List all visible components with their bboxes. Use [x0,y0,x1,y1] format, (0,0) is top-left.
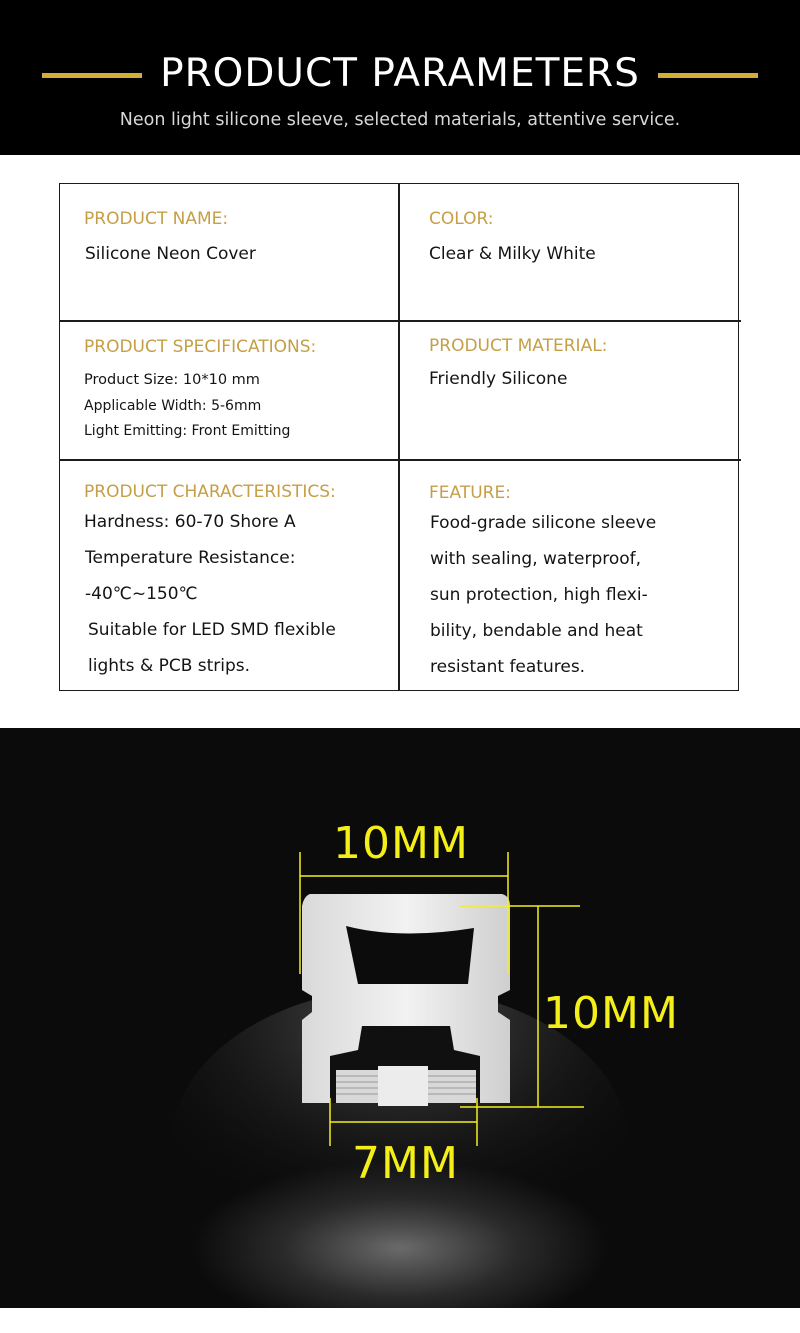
inner-width-dimension-label: 7MM [352,1138,459,1189]
page-title: PRODUCT PARAMETERS [160,51,640,96]
product-name-label: PRODUCT NAME: [84,209,229,229]
product-name-value: Silicone Neon Cover [85,244,256,264]
feature-line-5: resistant features. [430,657,586,677]
spec-line-size: Product Size: 10*10 mm [84,372,260,388]
char-line-3: -40℃~150℃ [85,584,198,604]
color-label: COLOR: [429,209,494,229]
silicone-profile-illustration [0,728,800,1308]
feature-label: FEATURE: [429,483,511,503]
height-dimension-label: 10MM [543,988,679,1039]
feature-line-4: bility, bendable and heat [430,621,643,641]
spec-line-emitting: Light Emitting: Front Emitting [84,423,291,439]
char-line-5: lights & PCB strips. [88,656,251,676]
spec-line-width: Applicable Width: 5-6mm [84,398,262,414]
characteristics-label: PRODUCT CHARACTERISTICS: [84,482,336,502]
material-value: Friendly Silicone [429,369,568,389]
char-line-4: Suitable for LED SMD flexible [88,620,336,640]
feature-line-1: Food-grade silicone sleeve [430,513,657,533]
material-label: PRODUCT MATERIAL: [429,336,608,356]
product-dimension-photo [0,728,800,1308]
page-subtitle: Neon light silicone sleeve, selected materials, attentive service. [119,110,681,130]
feature-line-2: with sealing, waterproof, [430,549,642,569]
table-divider-row2 [59,459,741,461]
center-rib [378,1066,428,1106]
char-line-2: Temperature Resistance: [85,548,296,568]
header-right-bar [658,73,758,78]
table-divider-row1 [59,320,741,322]
upper-cavity [346,926,474,984]
header-banner [0,0,800,155]
color-value: Clear & Milky White [429,244,596,264]
char-line-1: Hardness: 60-70 Shore A [84,512,296,532]
table-divider-vertical [398,183,400,691]
feature-line-3: sun protection, high flexi- [430,585,648,605]
width-dimension-label: 10MM [333,818,469,869]
specifications-label: PRODUCT SPECIFICATIONS: [84,337,317,357]
